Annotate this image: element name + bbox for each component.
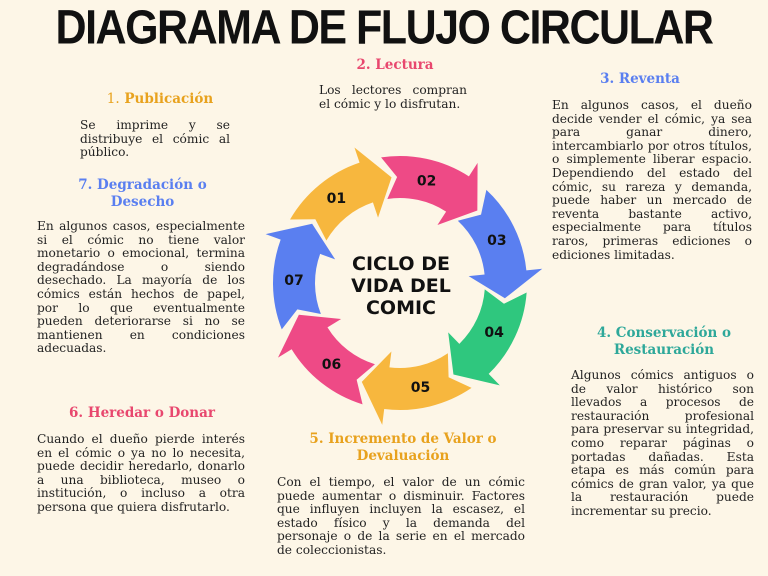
- stage-7-text: En algunos casos, especialmente si el cómic no tiene valor monetario o emocional, termina degradándose o siendo desechado. La mayoría de los cómics están hechos de papel, por lo que eventualmente pueden deteriorarse si no se mantienen en condiciones adecuadas.: [37, 219, 245, 356]
- stage-7-heading: 7. Degradación o Desecho: [78, 177, 207, 210]
- cycle-step-number-7: 07: [284, 272, 304, 289]
- cycle-center-label: CICLO DE VIDA DEL COMIC: [351, 253, 451, 319]
- stage-1-heading-number: 1.: [106, 91, 120, 107]
- cycle-step-number-5: 05: [410, 380, 431, 397]
- stage-3-text: En algunos casos, el dueño decide vender el cómic, ya sea para ganar dinero, intercambiarlo por otros títulos, o simplemente liberar espacio. Dependiendo del estado del cómic, su rareza y demanda, puede haber un mercado de reventa bastante activo, especialmente para títulos raros, primeras ediciones o ediciones limitadas.: [552, 98, 752, 262]
- stage-1-text: Se imprime y se distribuye el cómic al público.: [80, 118, 230, 160]
- stage-3-heading: 3. Reventa: [600, 71, 680, 87]
- stage-4-text: Algunos cómics antiguos o de valor histórico son llevados a procesos de restauración profesional para preservar su integridad, como reparar páginas o portadas dañadas. Esta etapa es más común para cómics de gran valor, ya que la restauración puede incrementar su precio.: [571, 368, 754, 518]
- cycle-arrow-2: [381, 156, 478, 225]
- cycle-step-number-3: 03: [487, 232, 507, 249]
- stage-2-text: Los lectores compran el cómic y lo disfrutan.: [319, 83, 467, 111]
- page-title: DIAGRAMA DE FLUJO CIRCULAR: [55, 1, 713, 55]
- stage-6-text: Cuando el dueño pierde interés en el cómic o ya no lo necesita, puede decidir heredarlo, donarlo a una biblioteca, museo o institución, o incluso a otra persona que quiera disfrutarlo.: [37, 432, 245, 514]
- stage-6-heading: 6. Heredar o Donar: [69, 405, 215, 421]
- cycle-step-number-2: 02: [416, 173, 437, 190]
- cycle-step-number-1: 01: [326, 191, 347, 208]
- stage-1-heading-label: Publicación: [124, 91, 214, 107]
- stage-4-heading: 4. Conservación o Restauración: [596, 325, 732, 358]
- cycle-step-number-6: 06: [321, 356, 342, 373]
- cycle-step-number-4: 04: [484, 324, 504, 341]
- stage-5-text: Con el tiempo, el valor de un cómic puede aumentar o disminuir. Factores que influyen incluyen la escasez, el estado físico y la demanda del personaje o de la serie en el mercado de coleccionistas.: [277, 475, 525, 557]
- stage-2-heading: 2. Lectura: [356, 57, 434, 73]
- stage-5-heading: 5. Incremento de Valor o Devaluación: [309, 431, 497, 464]
